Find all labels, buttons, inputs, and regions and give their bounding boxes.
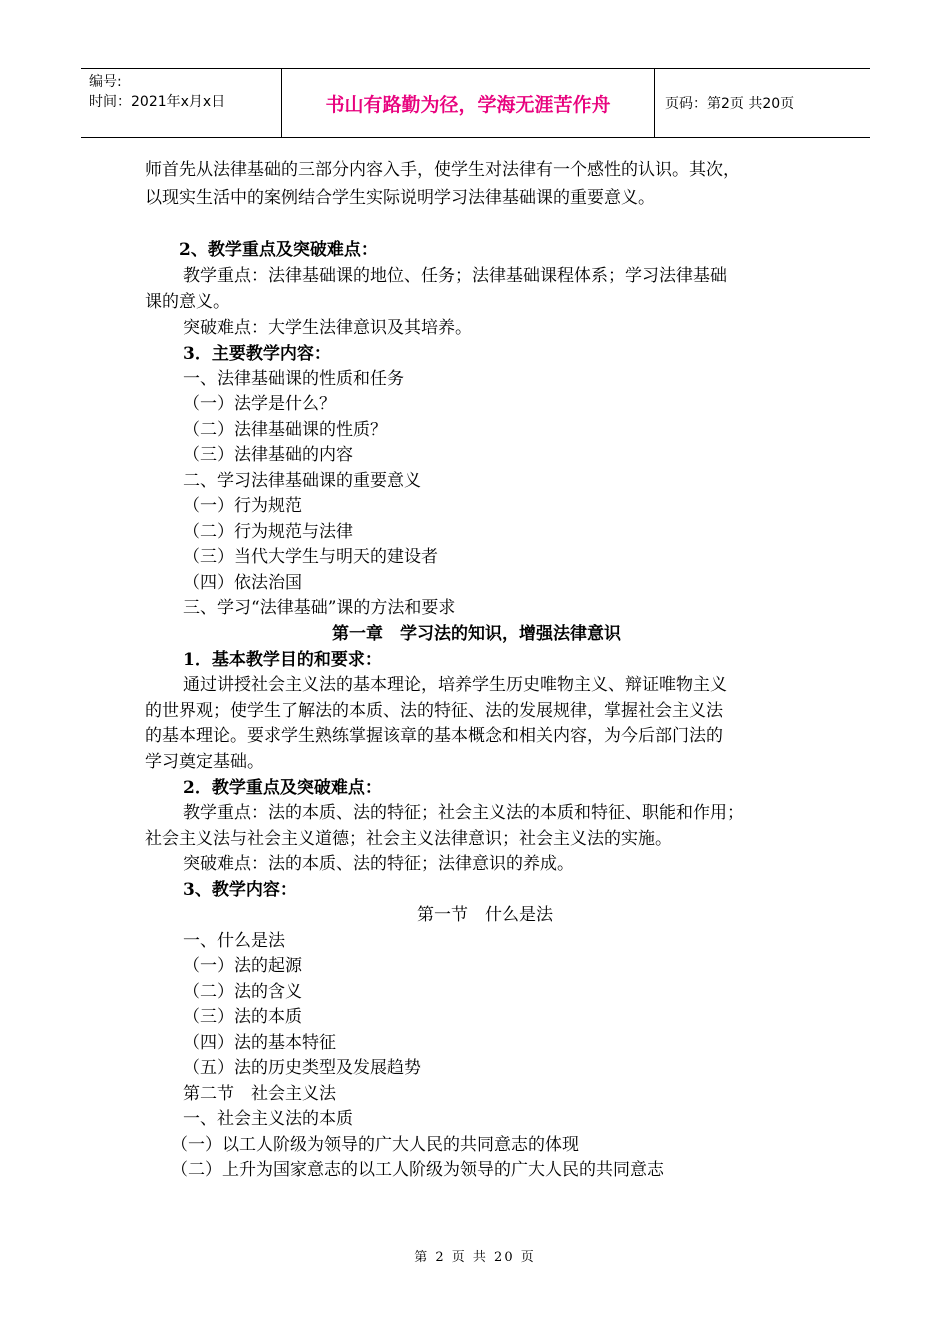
page-footer: 第 2 页 共 20 页 (414, 1250, 536, 1265)
header-motto: 书山有路勤为径，学海无涯苦作舟 (282, 69, 655, 137)
section-title: 第一节 什么是法 (417, 905, 553, 925)
outline-item: 一、法律基础课的性质和任务 (183, 369, 404, 389)
paragraph-line: 教学重点：法的本质、法的特征；社会主义法的本质和特征、职能和作用； (183, 803, 744, 823)
paragraph-line: 学习奠定基础。 (145, 752, 264, 772)
outline-item: （一）法的起源 (183, 956, 302, 976)
outline-item: （五）法的历史类型及发展趋势 (183, 1058, 421, 1078)
section-heading: 2、教学重点及突破难点： (179, 240, 378, 260)
paragraph-line: 突破难点：法的本质、法的特征；法律意识的养成。 (183, 854, 574, 874)
section-title: 第二节 社会主义法 (183, 1084, 336, 1104)
paragraph-line: 通过讲授社会主义法的基本理论，培养学生历史唯物主义、辩证唯物主义 (183, 675, 727, 695)
chapter-title: 第一章 学习法的知识，增强法律意识 (332, 624, 621, 644)
paragraph-line: 师首先从法律基础的三部分内容入手，使学生对法律有一个感性的认识。其次， (145, 160, 740, 180)
document-number-label: 编号: (89, 74, 122, 90)
section-heading: 2．教学重点及突破难点： (183, 778, 382, 798)
outline-item: （三）法律基础的内容 (183, 445, 353, 465)
outline-item: （一）法学是什么？ (183, 394, 336, 414)
paragraph-line: 突破难点：大学生法律意识及其培养。 (183, 318, 472, 338)
outline-item: （四）依法治国 (183, 573, 302, 593)
outline-item: （二）法的含义 (183, 982, 302, 1002)
outline-item: （二）上升为国家意志的以工人阶级为领导的广大人民的共同意志 (171, 1160, 664, 1180)
paragraph-line: 教学重点：法律基础课的地位、任务；法律基础课程体系；学习法律基础 (183, 266, 727, 286)
outline-item: （二）法律基础课的性质？ (183, 420, 387, 440)
paragraph-line: 的基本理论。要求学生熟练掌握该章的基本概念和相关内容，为今后部门法的 (145, 726, 723, 746)
header-meta (81, 69, 282, 137)
outline-item: （一）以工人阶级为领导的广大人民的共同意志的体现 (171, 1135, 579, 1155)
outline-item: 二、学习法律基础课的重要意义 (183, 471, 421, 491)
page-header (81, 68, 870, 138)
paragraph-line: 的世界观；使学生了解法的本质、法的特征、法的发展规律，掌握社会主义法 (145, 701, 723, 721)
document-time-label: 时间：2021年x月x日 (89, 94, 226, 110)
outline-item: （三）当代大学生与明天的建设者 (183, 547, 438, 567)
outline-item: 一、什么是法 (183, 931, 285, 951)
outline-item: （四）法的基本特征 (183, 1033, 336, 1053)
section-heading: 3．主要教学内容： (183, 344, 331, 364)
outline-item: （一）行为规范 (183, 496, 302, 516)
section-heading: 3、教学内容： (183, 880, 297, 900)
paragraph-line: 课的意义。 (145, 292, 230, 312)
header-page-info: 页码：第2页 共20页 (665, 96, 795, 112)
paragraph-line: 社会主义法与社会主义道德；社会主义法律意识；社会主义法的实施。 (145, 829, 672, 849)
outline-item: 三、学习“法律基础”课的方法和要求 (183, 598, 456, 618)
outline-item: 一、社会主义法的本质 (183, 1109, 353, 1129)
outline-item: （三）法的本质 (183, 1007, 302, 1027)
paragraph-line: 以现实生活中的案例结合学生实际说明学习法律基础课的重要意义。 (145, 188, 655, 208)
outline-item: （二）行为规范与法律 (183, 522, 353, 542)
section-heading: 1．基本教学目的和要求： (183, 650, 382, 670)
